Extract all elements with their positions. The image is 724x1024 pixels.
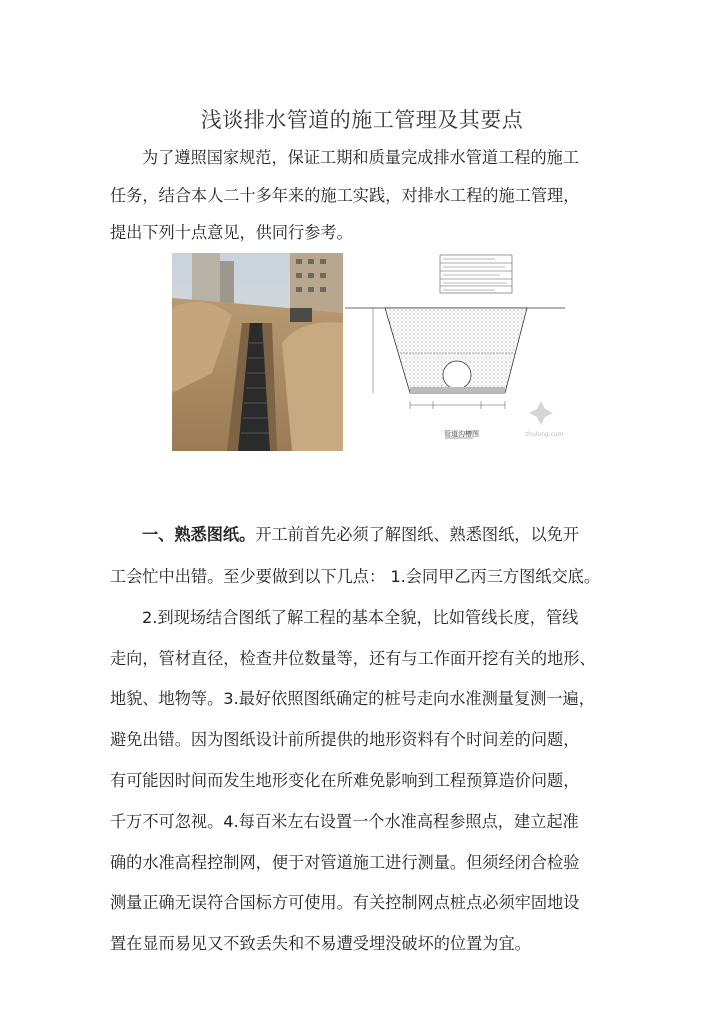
section-1-line: 地貌、地物等。3.最好依照图纸确定的桩号走向水准测量复测一遍， [110, 689, 595, 709]
section-1-heading: 一、熟悉图纸。 [142, 525, 256, 544]
page-title: 浅谈排水管道的施工管理及其要点 [200, 108, 524, 132]
trench-section-diagram [345, 253, 565, 451]
section-1-line: 工会忙中出错。至少要做到以下几点： 1.会同甲乙丙三方图纸交底。 [110, 567, 601, 586]
section-1-first-line [110, 512, 620, 557]
trench-photo-image [172, 253, 343, 451]
section-1-line: 置在显而易见又不致丢失和不易遭受埋没破坏的位置为宜。 [110, 934, 531, 954]
section-1-paragraph [110, 512, 620, 965]
section-1-line: 走向，管材直径，检查井位数量等，还有与工作面开挖有关的地形、 [110, 648, 596, 668]
intro-line: 任务，结合本人二十多年来的施工实践，对排水工程的施工管理， [110, 185, 580, 205]
intro-paragraph [110, 139, 620, 252]
intro-line: 为了遵照国家规范，保证工期和质量完成排水管道工程的施工 [142, 148, 580, 167]
watermark-text: zhulong.com [525, 431, 564, 438]
section-1-line: 避免出错。因为图纸设计前所提供的地形资料有个时间差的问题， [110, 730, 580, 750]
intro-line: 提出下列十点意见，供同行参考。 [110, 223, 353, 242]
section-1-line: 千万不可忽视。4.每百米左右设置一个水准高程参照点，建立起准 [110, 811, 579, 831]
diagram-caption: 管道沟槽图 [444, 430, 479, 438]
section-1-line: 有可能因时间而发生地形变化在所难免影响到工程预算造价问题， [110, 770, 580, 790]
section-1-line: 确的水准高程控制网，便于对管道施工进行测量。但须经闭合检验 [110, 852, 580, 872]
section-1-text: 开工前首先必须了解图纸、熟悉图纸，以免开 [255, 525, 580, 544]
section-1-line: 测量正确无误符合国标方可使用。有关控制网点桩点必须牢固地设 [110, 893, 580, 913]
section-1-line: 2.到现场结合图纸了解工程的基本全貌，比如管线长度，管线 [142, 607, 579, 627]
